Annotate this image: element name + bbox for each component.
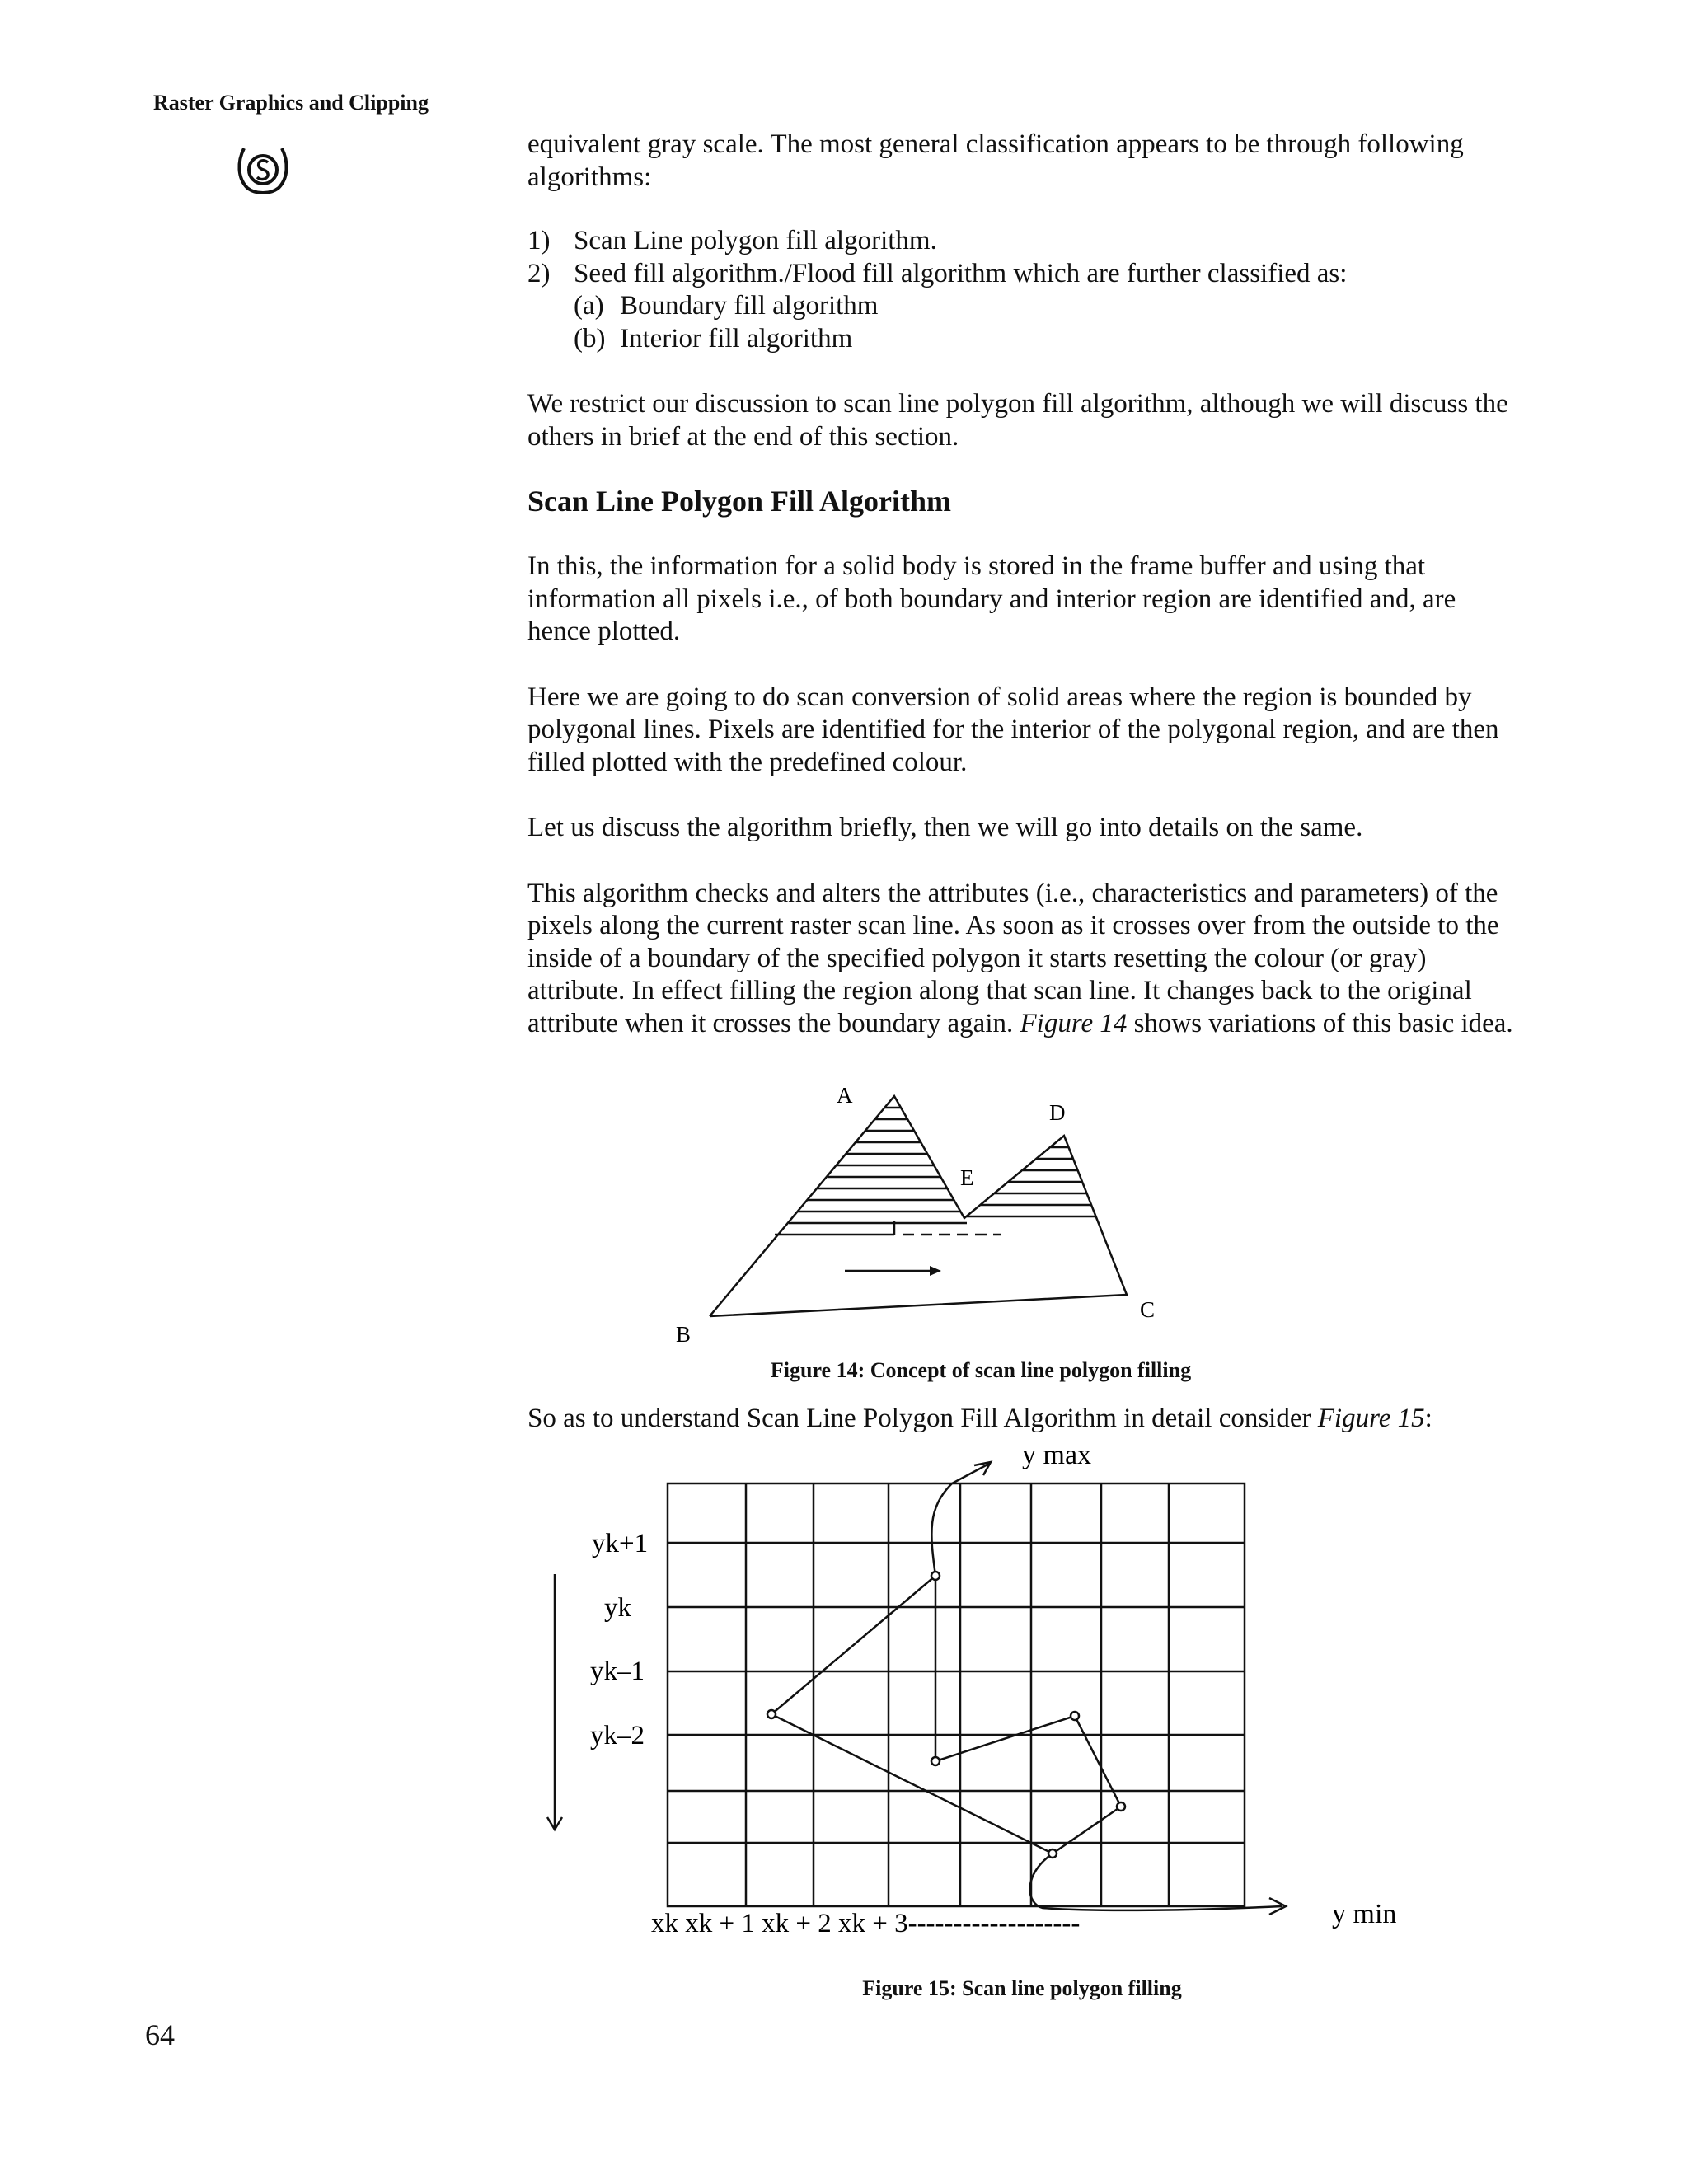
- vertex-label-a: A: [837, 1088, 853, 1108]
- paragraph-1: In this, the information for a solid body is stored in the frame buffer and using that information all pixels i.e., of both boundary and interior region are identified and, are hence plotted.: [528, 551, 1456, 646]
- sublist-item-text: Boundary fill algorithm: [620, 291, 879, 321]
- figure-15-caption: Figure 15: Scan line polygon filling: [862, 1976, 1182, 2000]
- paragraph-2: Here we are going to do scan conversion of solid areas where the region is bounded by polygonal lines. Pixels are identified for the interior of the polygonal region, and are then filled plotted with the predefined colour.: [528, 682, 1499, 777]
- y-min-label: y min: [1332, 1899, 1397, 1929]
- y-label-k-minus-2: yk–2: [590, 1721, 645, 1750]
- y-label-k: yk: [604, 1593, 631, 1623]
- figure-14-reference: Figure 14: [1020, 1008, 1128, 1038]
- paragraph-5-tail: :: [1424, 1404, 1432, 1433]
- paragraph-5-text: So as to understand Scan Line Polygon Fill Algorithm in detail consider: [528, 1404, 1311, 1433]
- list-item-text: Scan Line polygon fill algorithm.: [574, 226, 937, 255]
- polygon-edges: [771, 1576, 1121, 1854]
- y-label-k-minus-1: yk–1: [590, 1657, 645, 1686]
- sublist-item-number: (b): [574, 323, 606, 354]
- figure-15-reference: Figure 15: [1317, 1404, 1425, 1433]
- sublist-item-text: Interior fill algorithm: [620, 323, 853, 354]
- sublist-item-number: (a): [574, 291, 604, 321]
- y-max-label: y max: [1022, 1440, 1092, 1470]
- page-number: 64: [145, 2018, 175, 2051]
- restrict-paragraph: We restrict our discussion to scan line polygon fill algorithm, although we will discuss the others in brief at the end of this section.: [528, 389, 1508, 452]
- vertex-label-b: B: [676, 1322, 692, 1347]
- section-heading: Scan Line Polygon Fill Algorithm: [528, 485, 952, 518]
- figure-14-caption: Figure 14: Concept of scan line polygon filling: [770, 1358, 1192, 1382]
- intro-paragraph: equivalent gray scale. The most general classification appears to be through following algorithms:: [528, 129, 1464, 192]
- x-axis-labels: xk xk + 1 xk + 2 xk + 3-------------------: [651, 1909, 1081, 1938]
- paragraph-3: Let us discuss the algorithm briefly, then we will go into details on the same.: [528, 813, 1363, 842]
- vertex-label-e: E: [960, 1165, 974, 1190]
- list-item-number: 1): [528, 226, 551, 255]
- vertex-points: [767, 1572, 1125, 1858]
- list-item-number: 2): [528, 258, 551, 288]
- paragraph-4-tail: shows variations of this basic idea.: [1133, 1008, 1513, 1038]
- paragraph-4-text: This algorithm checks and alters the attributes (i.e., characteristics and parameters) of the pixels along the current raster scan line. As soon as it crosses over from the outside to the inside of a boundary of the specified polygon it starts resetting the colour (or gray) attribute. In effect filling the region along that scan line. It changes back to the original attribute when it crosses the boundary again.: [528, 878, 1499, 1038]
- running-header: Raster Graphics and Clipping: [153, 91, 429, 115]
- y-label-k-plus-1: yk+1: [592, 1529, 649, 1558]
- vertex-label-c: C: [1140, 1297, 1156, 1322]
- list-item-text: Seed fill algorithm./Flood fill algorithm which are further classified as:: [574, 258, 1348, 288]
- vertex-label-d: D: [1049, 1100, 1066, 1125]
